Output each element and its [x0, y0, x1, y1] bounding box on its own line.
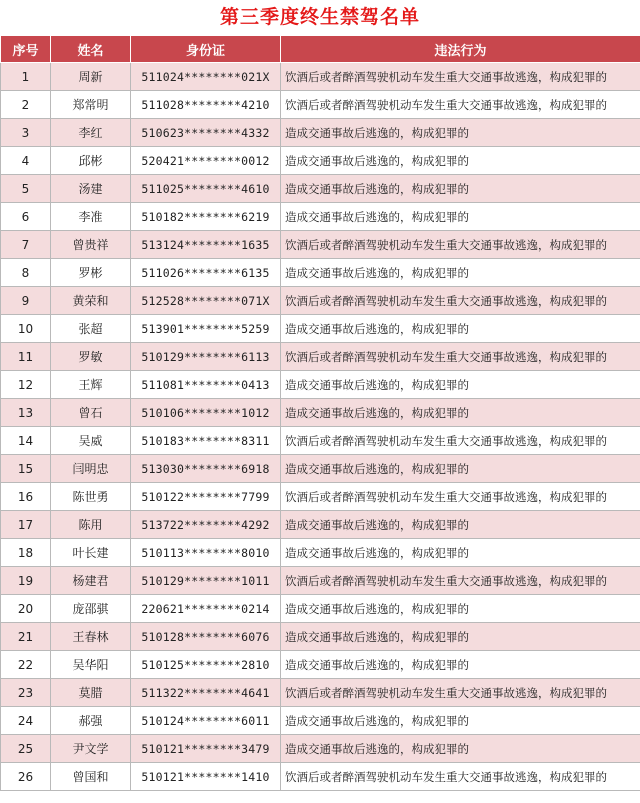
table-row [1, 623, 640, 651]
header-seq: 序号 [1, 36, 51, 63]
row-name: 吴华阳 [51, 651, 131, 679]
row-id-number: 520421********0012 [131, 147, 281, 175]
row-id-number: 510182********6219 [131, 203, 281, 231]
row-name: 莫腊 [51, 679, 131, 707]
table-row [1, 287, 640, 315]
row-name: 王辉 [51, 371, 131, 399]
row-violation: 造成交通事故后逃逸的，构成犯罪的 [281, 175, 640, 203]
table-header-row [1, 36, 640, 63]
row-violation: 造成交通事故后逃逸的，构成犯罪的 [281, 399, 640, 427]
header-name: 姓名 [51, 36, 131, 63]
row-violation: 饮酒后或者醉酒驾驶机动车发生重大交通事故逃逸，构成犯罪的 [281, 343, 640, 371]
table-row [1, 735, 640, 763]
row-violation: 饮酒后或者醉酒驾驶机动车发生重大交通事故逃逸，构成犯罪的 [281, 567, 640, 595]
row-violation: 饮酒后或者醉酒驾驶机动车发生重大交通事故逃逸，构成犯罪的 [281, 231, 640, 259]
row-seq: 9 [1, 287, 51, 315]
page-title: 第三季度终生禁驾名单 [219, 6, 420, 28]
row-id-number: 511028********4210 [131, 91, 281, 119]
row-violation: 造成交通事故后逃逸的，构成犯罪的 [281, 371, 640, 399]
row-seq: 22 [1, 651, 51, 679]
row-violation: 造成交通事故后逃逸的，构成犯罪的 [281, 539, 640, 567]
row-seq: 13 [1, 399, 51, 427]
row-name: 郑常明 [51, 91, 131, 119]
row-id-number: 510129********1011 [131, 567, 281, 595]
row-seq: 10 [1, 315, 51, 343]
table-row [1, 231, 640, 259]
row-name: 陈用 [51, 511, 131, 539]
table-row [1, 455, 640, 483]
row-seq: 5 [1, 175, 51, 203]
row-seq: 14 [1, 427, 51, 455]
table-row [1, 371, 640, 399]
row-id-number: 513124********1635 [131, 231, 281, 259]
row-violation: 造成交通事故后逃逸的，构成犯罪的 [281, 147, 640, 175]
row-violation: 造成交通事故后逃逸的，构成犯罪的 [281, 511, 640, 539]
row-seq: 11 [1, 343, 51, 371]
row-violation: 造成交通事故后逃逸的，构成犯罪的 [281, 259, 640, 287]
row-id-number: 512528********071X [131, 287, 281, 315]
row-id-number: 510121********1410 [131, 763, 281, 791]
row-name: 吴威 [51, 427, 131, 455]
table-row [1, 343, 640, 371]
row-violation: 饮酒后或者醉酒驾驶机动车发生重大交通事故逃逸，构成犯罪的 [281, 483, 640, 511]
table-row [1, 259, 640, 287]
row-id-number: 510122********7799 [131, 483, 281, 511]
row-id-number: 220621********0214 [131, 595, 281, 623]
row-seq: 18 [1, 539, 51, 567]
row-violation: 造成交通事故后逃逸的，构成犯罪的 [281, 735, 640, 763]
row-id-number: 510183********8311 [131, 427, 281, 455]
table-row [1, 427, 640, 455]
table-row [1, 203, 640, 231]
row-name: 张超 [51, 315, 131, 343]
table-row [1, 175, 640, 203]
row-name: 杨建君 [51, 567, 131, 595]
row-id-number: 511026********6135 [131, 259, 281, 287]
row-id-number: 511081********0413 [131, 371, 281, 399]
table-row [1, 483, 640, 511]
row-violation: 造成交通事故后逃逸的，构成犯罪的 [281, 707, 640, 735]
row-id-number: 513030********6918 [131, 455, 281, 483]
row-seq: 17 [1, 511, 51, 539]
row-violation: 造成交通事故后逃逸的，构成犯罪的 [281, 455, 640, 483]
row-seq: 23 [1, 679, 51, 707]
row-seq: 15 [1, 455, 51, 483]
row-id-number: 513722********4292 [131, 511, 281, 539]
table-row [1, 399, 640, 427]
row-name: 周新 [51, 63, 131, 91]
row-violation: 饮酒后或者醉酒驾驶机动车发生重大交通事故逃逸，构成犯罪的 [281, 63, 640, 91]
row-seq: 4 [1, 147, 51, 175]
row-violation: 饮酒后或者醉酒驾驶机动车发生重大交通事故逃逸，构成犯罪的 [281, 91, 640, 119]
table-row [1, 651, 640, 679]
table-body [1, 63, 640, 791]
row-id-number: 510125********2810 [131, 651, 281, 679]
row-id-number: 510121********3479 [131, 735, 281, 763]
row-seq: 3 [1, 119, 51, 147]
row-seq: 26 [1, 763, 51, 791]
row-seq: 2 [1, 91, 51, 119]
row-violation: 饮酒后或者醉酒驾驶机动车发生重大交通事故逃逸，构成犯罪的 [281, 427, 640, 455]
table-row [1, 511, 640, 539]
row-name: 庞邵骐 [51, 595, 131, 623]
row-name: 李准 [51, 203, 131, 231]
row-seq: 1 [1, 63, 51, 91]
row-seq: 8 [1, 259, 51, 287]
row-name: 罗彬 [51, 259, 131, 287]
row-id-number: 510129********6113 [131, 343, 281, 371]
row-name: 曾贵祥 [51, 231, 131, 259]
row-id-number: 510113********8010 [131, 539, 281, 567]
row-name: 黄荣和 [51, 287, 131, 315]
row-seq: 25 [1, 735, 51, 763]
row-violation: 造成交通事故后逃逸的，构成犯罪的 [281, 595, 640, 623]
row-name: 闫明忠 [51, 455, 131, 483]
row-violation: 造成交通事故后逃逸的，构成犯罪的 [281, 315, 640, 343]
row-name: 曾石 [51, 399, 131, 427]
header-violation: 违法行为 [281, 36, 640, 63]
row-seq: 24 [1, 707, 51, 735]
row-seq: 6 [1, 203, 51, 231]
row-violation: 饮酒后或者醉酒驾驶机动车发生重大交通事故逃逸，构成犯罪的 [281, 763, 640, 791]
row-name: 王春林 [51, 623, 131, 651]
row-seq: 21 [1, 623, 51, 651]
row-violation: 造成交通事故后逃逸的，构成犯罪的 [281, 623, 640, 651]
table-row [1, 595, 640, 623]
row-name: 尹文学 [51, 735, 131, 763]
row-id-number: 510124********6011 [131, 707, 281, 735]
row-violation: 造成交通事故后逃逸的，构成犯罪的 [281, 203, 640, 231]
row-name: 李红 [51, 119, 131, 147]
row-id-number: 510623********4332 [131, 119, 281, 147]
row-name: 罗敏 [51, 343, 131, 371]
row-violation: 造成交通事故后逃逸的，构成犯罪的 [281, 119, 640, 147]
row-seq: 16 [1, 483, 51, 511]
row-name: 邱彬 [51, 147, 131, 175]
header-id: 身份证 [131, 36, 281, 63]
table-row [1, 315, 640, 343]
table-row [1, 567, 640, 595]
table-row [1, 707, 640, 735]
table-row [1, 147, 640, 175]
row-seq: 12 [1, 371, 51, 399]
row-violation: 饮酒后或者醉酒驾驶机动车发生重大交通事故逃逸，构成犯罪的 [281, 287, 640, 315]
row-name: 曾国和 [51, 763, 131, 791]
row-violation: 饮酒后或者醉酒驾驶机动车发生重大交通事故逃逸，构成犯罪的 [281, 679, 640, 707]
row-name: 陈世勇 [51, 483, 131, 511]
table-row [1, 91, 640, 119]
row-violation: 造成交通事故后逃逸的，构成犯罪的 [281, 651, 640, 679]
row-id-number: 511322********4641 [131, 679, 281, 707]
row-seq: 19 [1, 567, 51, 595]
row-id-number: 511024********021X [131, 63, 281, 91]
banned-drivers-table [0, 35, 640, 791]
row-name: 叶长建 [51, 539, 131, 567]
row-id-number: 510128********6076 [131, 623, 281, 651]
row-id-number: 511025********4610 [131, 175, 281, 203]
row-name: 郝强 [51, 707, 131, 735]
row-seq: 20 [1, 595, 51, 623]
table-row [1, 539, 640, 567]
row-id-number: 510106********1012 [131, 399, 281, 427]
table-row [1, 679, 640, 707]
row-id-number: 513901********5259 [131, 315, 281, 343]
row-name: 汤建 [51, 175, 131, 203]
row-seq: 7 [1, 231, 51, 259]
table-row [1, 63, 640, 91]
table-row [1, 763, 640, 791]
table-row [1, 119, 640, 147]
